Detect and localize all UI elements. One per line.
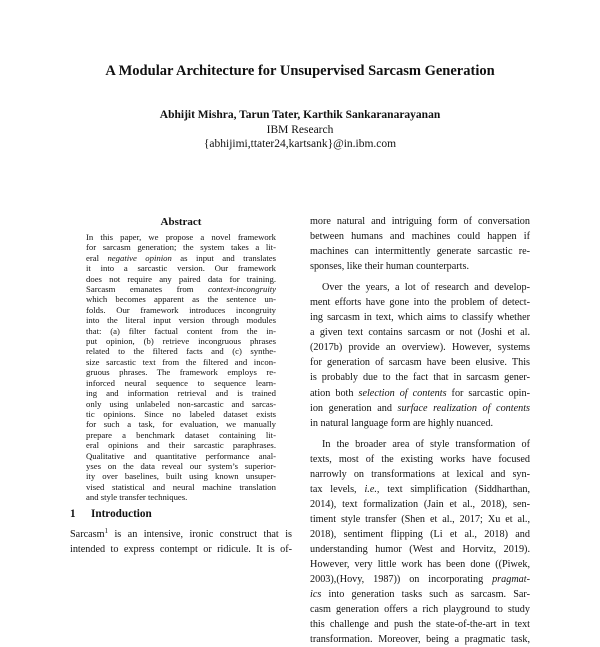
text-line [310, 512, 530, 527]
paper-title: A Modular Architecture for Unsupervised Sarcasm Generation [105, 63, 495, 79]
italic-text: i.e., [364, 483, 380, 495]
text-run: In this paper, we propose a novel framework [86, 232, 276, 242]
right-column-body [310, 214, 530, 647]
text-run: more natural and intriguing form of conversation [310, 216, 530, 227]
section-heading-introduction [70, 508, 292, 520]
text-run: yses on the data reveal our system’s superior- [86, 460, 276, 471]
text-run: However, very little work has been done ((Piwek, [310, 559, 530, 571]
text-run: for sarcasm generation; the system takes a lit- [86, 242, 276, 253]
text-run: that: (a) filter factual content from the in- [86, 325, 276, 336]
text-line [310, 632, 530, 647]
text-run: this challenge and push the state-of-the-art in text [310, 619, 530, 631]
text-run: ity over baselines, built using known unsuper- [86, 471, 276, 482]
left-column [70, 214, 292, 557]
text-line [86, 284, 276, 294]
text-run: into the literal input version through modules [86, 315, 276, 326]
text-run: is probably due to the fact that in sarcasm gener- [310, 372, 530, 384]
footnote-marker[interactable]: 1 [104, 526, 109, 535]
text-run: prepare a benchmark dataset containing lit- [86, 429, 276, 440]
text-line [310, 310, 530, 325]
text-run: eral [86, 252, 108, 263]
text-run: which becomes apparent as the sentence un- [86, 294, 276, 305]
text-line [86, 346, 276, 356]
text-run: folds. Our framework introduces incongruity [86, 304, 276, 315]
text-run: for generation of sarcasm have been elusive. This [310, 357, 530, 369]
text-line [310, 244, 530, 259]
italic-text: negative opinion [107, 252, 172, 263]
text-run: Sarcasm emanates from [86, 284, 208, 295]
text-line [86, 492, 276, 502]
text-line [86, 253, 276, 263]
text-line [310, 437, 530, 452]
text-run: tic opinions. Since no labeled dataset exists [86, 408, 276, 419]
text-line [310, 259, 530, 274]
text-run: ion generation and [310, 402, 398, 414]
text-run: tax levels, [310, 483, 365, 495]
text-line [310, 280, 530, 295]
abstract-heading: Abstract [160, 216, 202, 228]
text-run: ation both [310, 387, 359, 399]
text-run: into generation tasks such as sarcasm. Sar- [321, 589, 530, 601]
text-run: and style transfer techniques. [86, 492, 188, 503]
text-run: size sarcastic text from the filtered and incon- [86, 356, 276, 367]
italic-text: selection of contents [358, 387, 447, 399]
text-line [86, 440, 276, 450]
text-line [310, 229, 530, 244]
text-line [86, 461, 276, 471]
text-line [86, 399, 276, 409]
text-line [310, 467, 530, 482]
text-run: put opinion, (b) retrieve incongruous phrases [86, 336, 276, 347]
text-run: related to the filtered facts and (c) synthe- [86, 346, 276, 357]
text-run: only using unlabeled non-sarcastic and sarcas- [86, 398, 276, 409]
text-run: eral opinions and their sarcastic paraphrases. [86, 440, 276, 451]
text-run: intended to express contempt or ridicule. It is of- [70, 543, 292, 555]
text-line [86, 357, 276, 367]
text-line [86, 409, 276, 419]
text-line [310, 452, 530, 467]
text-line [310, 370, 530, 385]
text-line [86, 378, 276, 388]
text-line [310, 355, 530, 370]
text-run: between humans and machines could happen if [310, 231, 530, 243]
italic-text: ics [310, 589, 322, 601]
text-run: a given text contains sarcasm or not (Joshi et al. [310, 327, 530, 339]
text-run: Sarcasm [70, 528, 105, 540]
text-line [310, 401, 530, 416]
text-line [310, 557, 530, 572]
right-column [310, 214, 530, 647]
text-run: Qualitative and quantitative performance anal- [86, 450, 276, 461]
text-run: for such a task, for evaluation, we manually [86, 419, 276, 430]
text-line [86, 263, 276, 273]
text-line [86, 430, 276, 440]
text-run: gruous phrases. The framework employs re- [86, 367, 276, 378]
abstract-body [86, 232, 276, 503]
section-number: 1 [70, 507, 76, 520]
text-line [310, 602, 530, 617]
text-line [86, 419, 276, 429]
text-run: ing sarcasm in text, which aims to classify whether [310, 312, 530, 324]
text-line [310, 482, 530, 497]
text-run: text simplification (Siddharthan, [379, 483, 530, 495]
text-line [310, 325, 530, 340]
section-title: Introduction [91, 507, 152, 520]
text-run: timent style transfer (Shen et al., 2017; Xu et al., [310, 513, 530, 525]
author-email: {abhijimi,ttater24,kartsank}@in.ibm.com [203, 138, 397, 150]
affiliation: IBM Research [266, 124, 334, 136]
text-run: sponses, like their human counterparts. [310, 261, 470, 273]
text-line [86, 274, 276, 284]
text-line [310, 617, 530, 632]
text-line [310, 542, 530, 557]
italic-text: pragmat- [492, 574, 530, 586]
text-line [86, 367, 276, 377]
text-line [70, 527, 292, 542]
text-run: texts, most of the existing works have focused [310, 453, 530, 465]
text-run: In the broader area of style transformation of [322, 438, 530, 450]
text-line [86, 451, 276, 461]
text-run: narrowly on transformations at lexical and syn- [310, 468, 530, 480]
text-line [86, 305, 276, 315]
text-line [310, 527, 530, 542]
italic-text: context-incongruity [207, 284, 276, 295]
text-line [310, 497, 530, 512]
text-run: vised statistical and neural machine translation [86, 481, 276, 492]
text-run: (2017b) provide an overview). However, systems [310, 342, 530, 354]
text-line [86, 232, 276, 242]
text-run: in natural language form are highly nuanced. [310, 417, 494, 429]
text-line [70, 542, 292, 557]
text-line [86, 294, 276, 304]
text-line [86, 482, 276, 492]
text-run: ing and information retrieval and is trained [86, 388, 276, 399]
text-run: Over the years, a lot of research and develop- [322, 282, 530, 294]
text-run: machines can intermittently generate sarcastic re- [310, 246, 530, 258]
text-line [86, 315, 276, 325]
text-run: for sarcastic opin- [446, 387, 531, 399]
text-run: 2003),(Hovy, 1987)) on incorporating [310, 574, 493, 586]
author-list: Abhijit Mishra, Tarun Tater, Karthik Sankaranarayanan [159, 109, 441, 121]
text-line [86, 242, 276, 252]
text-line [310, 340, 530, 355]
text-line [86, 388, 276, 398]
text-run: as input and translates [171, 252, 276, 263]
text-run: 2014), text formalization (Jain et al., 2018), sen- [310, 498, 530, 510]
text-run: 2018), sentiment flipping (Li et al., 2018) and [310, 528, 530, 540]
text-run: ment efforts have gone into the problem of detect- [310, 297, 530, 309]
text-run: inforced neural sequence to sequence learn- [86, 377, 276, 388]
italic-text: surface realization of contents [397, 402, 530, 414]
introduction-body [70, 527, 292, 557]
text-run: it into a sarcastic version. Our framework [86, 263, 276, 274]
text-line [310, 295, 530, 310]
text-line [86, 336, 276, 346]
text-line [310, 572, 530, 587]
text-line [86, 326, 276, 336]
text-line [310, 416, 530, 431]
text-line [310, 214, 530, 229]
text-line [86, 471, 276, 481]
text-run: understanding humor (West and Horvitz, 2019). [310, 543, 530, 555]
text-run: does not require any paired data for training. [86, 273, 276, 284]
text-line [310, 386, 530, 401]
text-run: is an intensive, ironic construct that is [108, 528, 292, 540]
text-run: casm generation offers a rich playground to study [310, 604, 530, 616]
text-run: transformation. Moreover, being a pragmatic task, [310, 634, 530, 646]
